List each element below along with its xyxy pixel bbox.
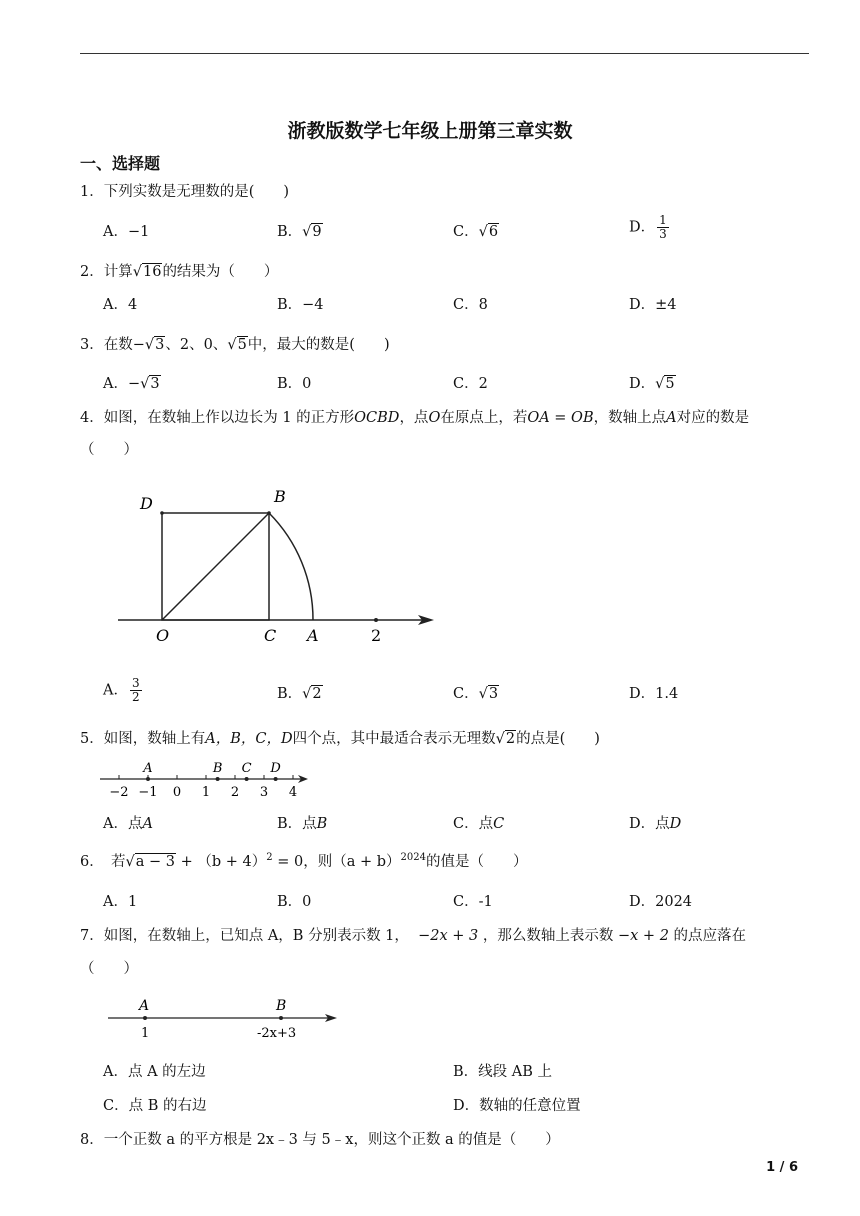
question-5-stem: 5．如图，数轴上有A，B，C，D四个点，其中最适合表示无理数√2的点是( )	[80, 731, 600, 747]
label-a: A	[307, 626, 319, 645]
label-b: B	[212, 761, 223, 776]
q5-option-b: B．点B	[277, 816, 328, 832]
q4-option-a: A． $\frac{3}{2}$	[103, 676, 140, 704]
question-4-stem-line2: （ ）	[80, 442, 138, 458]
label-a: A	[139, 998, 150, 1014]
q7-figure	[103, 993, 348, 1047]
q1-option-c: C．√6	[453, 224, 499, 240]
tick-label: −1	[138, 785, 158, 800]
q1-option-a: A．−1	[103, 224, 150, 240]
tick-label: 2	[230, 785, 240, 800]
q2-option-d: D．±4	[629, 297, 677, 313]
question-8-stem: 8．一个正数 a 的平方根是 2x﹣3 与 5﹣x，则这个正数 a 的值是（ ）	[80, 1132, 560, 1148]
point-b	[279, 1016, 283, 1020]
q5-figure	[98, 758, 313, 800]
question-3-stem: 3．在数−√3、2、0、√5中，最大的数是( )	[80, 337, 390, 353]
q5-option-c: C．点C	[453, 816, 505, 832]
arc-ba	[269, 513, 313, 620]
tick-label: −2	[109, 785, 129, 800]
label-d: D	[140, 494, 153, 513]
q5-option-a: A．点A	[103, 816, 153, 832]
q3-option-a: A．−√3	[103, 376, 160, 392]
q6-option-c: C．-1	[453, 894, 493, 910]
tick-2	[374, 618, 378, 622]
q7-option-b: B．线段 AB 上	[453, 1064, 553, 1080]
point-a	[143, 1016, 147, 1020]
question-6-stem: 6． 若$√a - 3 + (b + 4)^2 = 0$，则$(a + b)^{2024}$的值是（ ）	[80, 852, 528, 870]
point-d	[274, 777, 278, 781]
q1-option-b: B．√9	[277, 224, 322, 240]
q4-option-d: D．1.4	[629, 686, 679, 702]
label-o: O	[156, 626, 170, 645]
point-a	[146, 777, 150, 781]
label-b: B	[274, 487, 286, 506]
q4-option-b: B．√2	[277, 686, 322, 702]
point-b	[216, 777, 220, 781]
q2-option-a: A．4	[103, 297, 138, 313]
diagonal-ob	[162, 513, 269, 620]
q6-option-a: A．1	[103, 894, 138, 910]
q2-option-c: C．8	[453, 297, 488, 313]
q3-option-c: C．2	[453, 376, 488, 392]
question-7-stem: 7．如图，在数轴上，已知点 A，B 分别表示数 1， −2x + 3 ，那么数轴上表示数 −x + 2 的点应落在	[80, 928, 747, 944]
question-2-stem: 2．计算√16的结果为（ ）	[80, 264, 279, 280]
header-rule	[80, 53, 809, 54]
q2-option-b: B．−4	[277, 297, 324, 313]
q3-option-d: D．√5	[629, 376, 675, 392]
label-c: C	[264, 626, 277, 645]
label-1: 1	[141, 1026, 150, 1041]
label-2: 2	[371, 626, 382, 645]
tick-label: 1	[201, 785, 211, 800]
page-title: 浙教版数学七年级上册第三章实数	[287, 120, 573, 142]
page-number: 1 / 6	[766, 1160, 798, 1175]
q5-option-d: D．点D	[629, 816, 682, 832]
q7-option-d: D．数轴的任意位置	[453, 1098, 581, 1114]
q1-option-d: D． $\frac{1}{3}$	[629, 213, 667, 241]
q6-option-d: D．2024	[629, 894, 693, 910]
q7-option-a: A．点 A 的左边	[103, 1064, 206, 1080]
q7-option-c: C．点 B 的右边	[103, 1098, 207, 1114]
point-c	[245, 777, 249, 781]
tick-label: 4	[288, 785, 298, 800]
label-c: C	[241, 761, 252, 776]
question-4-stem: 4．如图，在数轴上作以边长为 1 的正方形OCBD，点O在原点上，若OA = OB，数轴上点A对应的数是	[80, 410, 750, 426]
q3-option-b: B．0	[277, 376, 312, 392]
question-7-stem-line2: （ ）	[80, 961, 138, 977]
question-1-stem: 1．下列实数是无理数的是( )	[80, 184, 290, 200]
label-b: B	[276, 998, 287, 1014]
q4-option-c: C．√3	[453, 686, 499, 702]
label-d: D	[270, 761, 281, 776]
tick-label: 3	[259, 785, 269, 800]
tick-label: 0	[172, 785, 182, 800]
section-heading: 一、选择题	[80, 154, 161, 173]
q4-figure	[100, 480, 445, 650]
label-a: A	[143, 761, 153, 776]
label-b-value: -2x+3	[257, 1026, 297, 1041]
q6-option-b: B．0	[277, 894, 312, 910]
